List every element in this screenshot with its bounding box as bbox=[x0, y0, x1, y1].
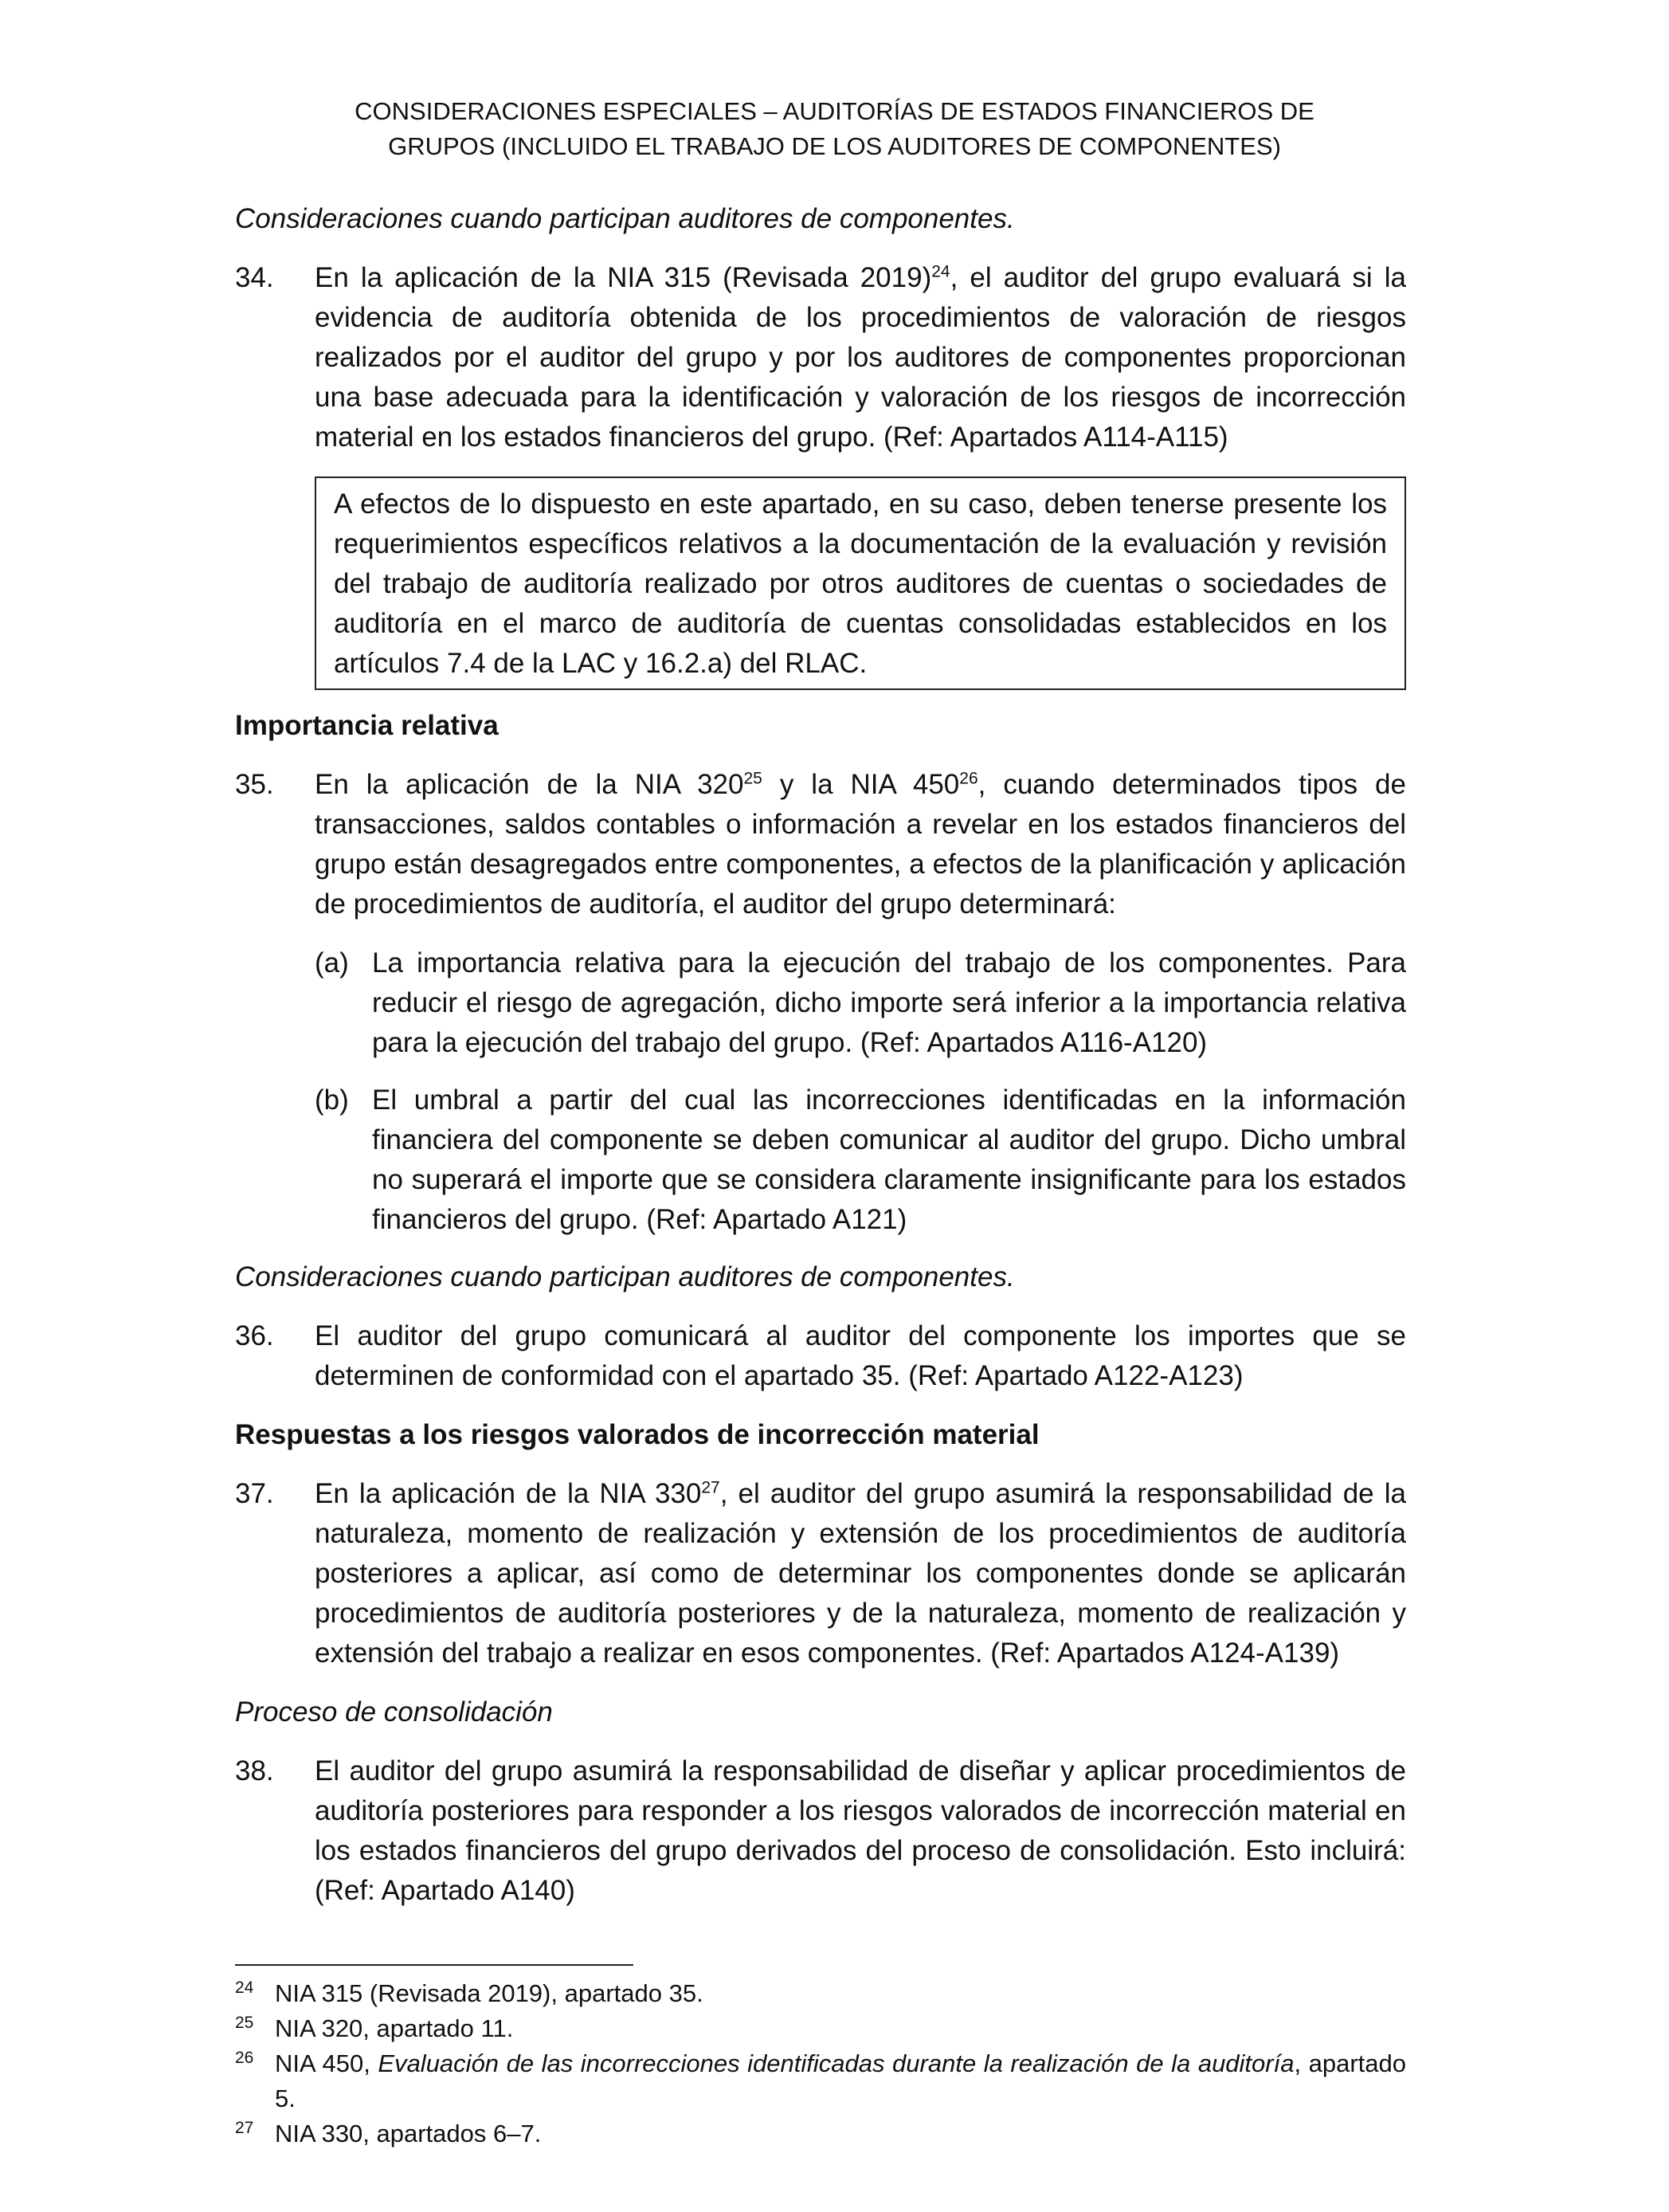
paragraph-text: , cuando determinados tipos de transacciones, saldos contables o información a revelar en los estados financieros del grupo están desagregados entre componentes, a efectos de la planificación y aplicación de procedimientos de auditoría, el auditor del grupo determinará: bbox=[315, 769, 1406, 920]
subparagraph-text: El umbral a partir del cual las incorrecciones identificadas en la información financiera del componente se deben comunicar al auditor del grupo. Dicho umbral no superará el importe que se considera claramente insignificante para los estados financieros del grupo. (Ref: Apartado A121) bbox=[372, 1084, 1406, 1235]
section-heading-responses: Respuestas a los riesgos valorados de incorrección material bbox=[235, 1419, 1040, 1450]
footnote-ref-24[interactable]: 24 bbox=[931, 262, 950, 281]
paragraph-34 bbox=[235, 258, 1406, 457]
header-line-1: CONSIDERACIONES ESPECIALES – AUDITORÍAS DE ESTADOS FINANCIEROS DE bbox=[355, 97, 1314, 125]
paragraph-text: , el auditor del grupo evaluará si la evidencia de auditoría obtenida de los procedimientos de valoración de riesgos realizados por el auditor del grupo y por los auditores de componentes proporcionan una base adecuada para la identificación y valoración de los riesgos de incorrección material en los estados financieros del grupo. (Ref: Apartados A114-A115) bbox=[315, 262, 1406, 453]
footnote-25 bbox=[235, 2011, 1406, 2046]
subparagraph-label: (a) bbox=[315, 947, 349, 979]
footnote-number: 25 bbox=[235, 2014, 254, 2032]
paragraph-text: El auditor del grupo asumirá la responsabilidad de diseñar y aplicar procedimientos de auditoría posteriores para responder a los riesgos valorados de incorrección material en los estados financieros del grupo derivados del proceso de consolidación. Esto incluirá: (Ref: Apartado A140) bbox=[315, 1755, 1406, 1906]
paragraph-body bbox=[315, 258, 1406, 457]
paragraph-37 bbox=[235, 1474, 1406, 1673]
subparagraph-a bbox=[315, 943, 1406, 1063]
footnote-number: 24 bbox=[235, 1979, 254, 1997]
section-heading-materiality: Importancia relativa bbox=[235, 710, 499, 741]
paragraph-text: y la NIA 450 bbox=[762, 769, 960, 800]
paragraph-text: En la aplicación de la NIA 330 bbox=[315, 1478, 702, 1509]
main-content bbox=[235, 199, 1406, 1930]
footnote-ref-25[interactable]: 25 bbox=[743, 769, 762, 788]
footnote-number: 27 bbox=[235, 2119, 254, 2137]
paragraph-number: 36. bbox=[235, 1320, 274, 1351]
paragraph-35 bbox=[235, 765, 1406, 924]
footnote-26 bbox=[235, 2046, 1406, 2116]
paragraph-text: En la aplicación de la NIA 320 bbox=[315, 769, 744, 800]
paragraph-text: , el auditor del grupo asumirá la responsabilidad de la naturaleza, momento de realización y extensión de los procedimientos de auditoría posteriores a aplicar, así como de determinar los componentes donde se aplicarán procedimientos de auditoría posteriores y de la naturaleza, momento de realización y extensión del trabajo a realizar en esos componentes. (Ref: Apartados A124-A139) bbox=[315, 1478, 1406, 1669]
paragraph-body bbox=[315, 765, 1406, 924]
footnote-text: NIA 320, apartado 11. bbox=[275, 2014, 514, 2042]
footnote-text: NIA 330, apartados 6–7. bbox=[275, 2120, 542, 2147]
paragraph-36 bbox=[235, 1316, 1406, 1396]
paragraph-number: 34. bbox=[235, 262, 274, 293]
section-heading-components: Consideraciones cuando participan auditores de componentes. bbox=[235, 203, 1015, 234]
footnote-text: NIA 450, bbox=[275, 2049, 378, 2077]
section-heading-components-2: Consideraciones cuando participan auditores de componentes. bbox=[235, 1261, 1015, 1292]
footnotes bbox=[235, 1976, 1406, 2151]
footnote-text: , apartado 5. bbox=[275, 2049, 1407, 2112]
paragraph-text: En la aplicación de la NIA 315 (Revisada 2019) bbox=[315, 262, 932, 293]
footnote-ref-27[interactable]: 27 bbox=[701, 1478, 720, 1497]
paragraph-number: 37. bbox=[235, 1478, 274, 1509]
footnote-ref-26[interactable]: 26 bbox=[959, 769, 978, 788]
running-header bbox=[0, 94, 1669, 164]
subparagraph-text: La importancia relativa para la ejecución del trabajo de los componentes. Para reducir el riesgo de agregación, dicho importe será inferior a la importancia relativa para la ejecución del trabajo del grupo. (Ref: Apartados A116-A120) bbox=[372, 947, 1406, 1058]
paragraph-number: 35. bbox=[235, 769, 274, 800]
subparagraph-b bbox=[315, 1081, 1406, 1240]
footnote-27 bbox=[235, 2116, 1406, 2151]
footnote-24 bbox=[235, 1976, 1406, 2011]
footnote-divider bbox=[235, 1964, 633, 1966]
header-line-2: GRUPOS (INCLUIDO EL TRABAJO DE LOS AUDITORES DE COMPONENTES) bbox=[388, 132, 1281, 160]
paragraph-38 bbox=[235, 1751, 1406, 1911]
footnote-text: NIA 315 (Revisada 2019), apartado 35. bbox=[275, 1979, 703, 2007]
footnote-number: 26 bbox=[235, 2049, 254, 2067]
footnote-body bbox=[275, 2046, 1406, 2116]
paragraph-text: El auditor del grupo comunicará al auditor del componente los importes que se determinen de conformidad con el apartado 35. (Ref: Apartado A122-A123) bbox=[315, 1320, 1406, 1391]
subparagraph-label: (b) bbox=[315, 1084, 349, 1116]
boxed-note bbox=[315, 477, 1406, 690]
paragraph-body bbox=[315, 1474, 1406, 1673]
paragraph-number: 38. bbox=[235, 1755, 274, 1786]
boxed-note-text: A efectos de lo dispuesto en este apartado, en su caso, deben tenerse presente los requerimientos específicos relativos a la documentación de la evaluación y revisión del trabajo de auditoría realizado por otros auditores de cuentas o sociedades de auditoría en el marco de auditoría de cuentas consolidadas establecidos en los artículos 7.4 de la LAC y 16.2.a) del RLAC. bbox=[334, 488, 1387, 679]
section-heading-consolidation: Proceso de consolidación bbox=[235, 1696, 553, 1728]
footnote-title: Evaluación de las incorrecciones identificadas durante la realización de la auditoría bbox=[378, 2049, 1295, 2077]
